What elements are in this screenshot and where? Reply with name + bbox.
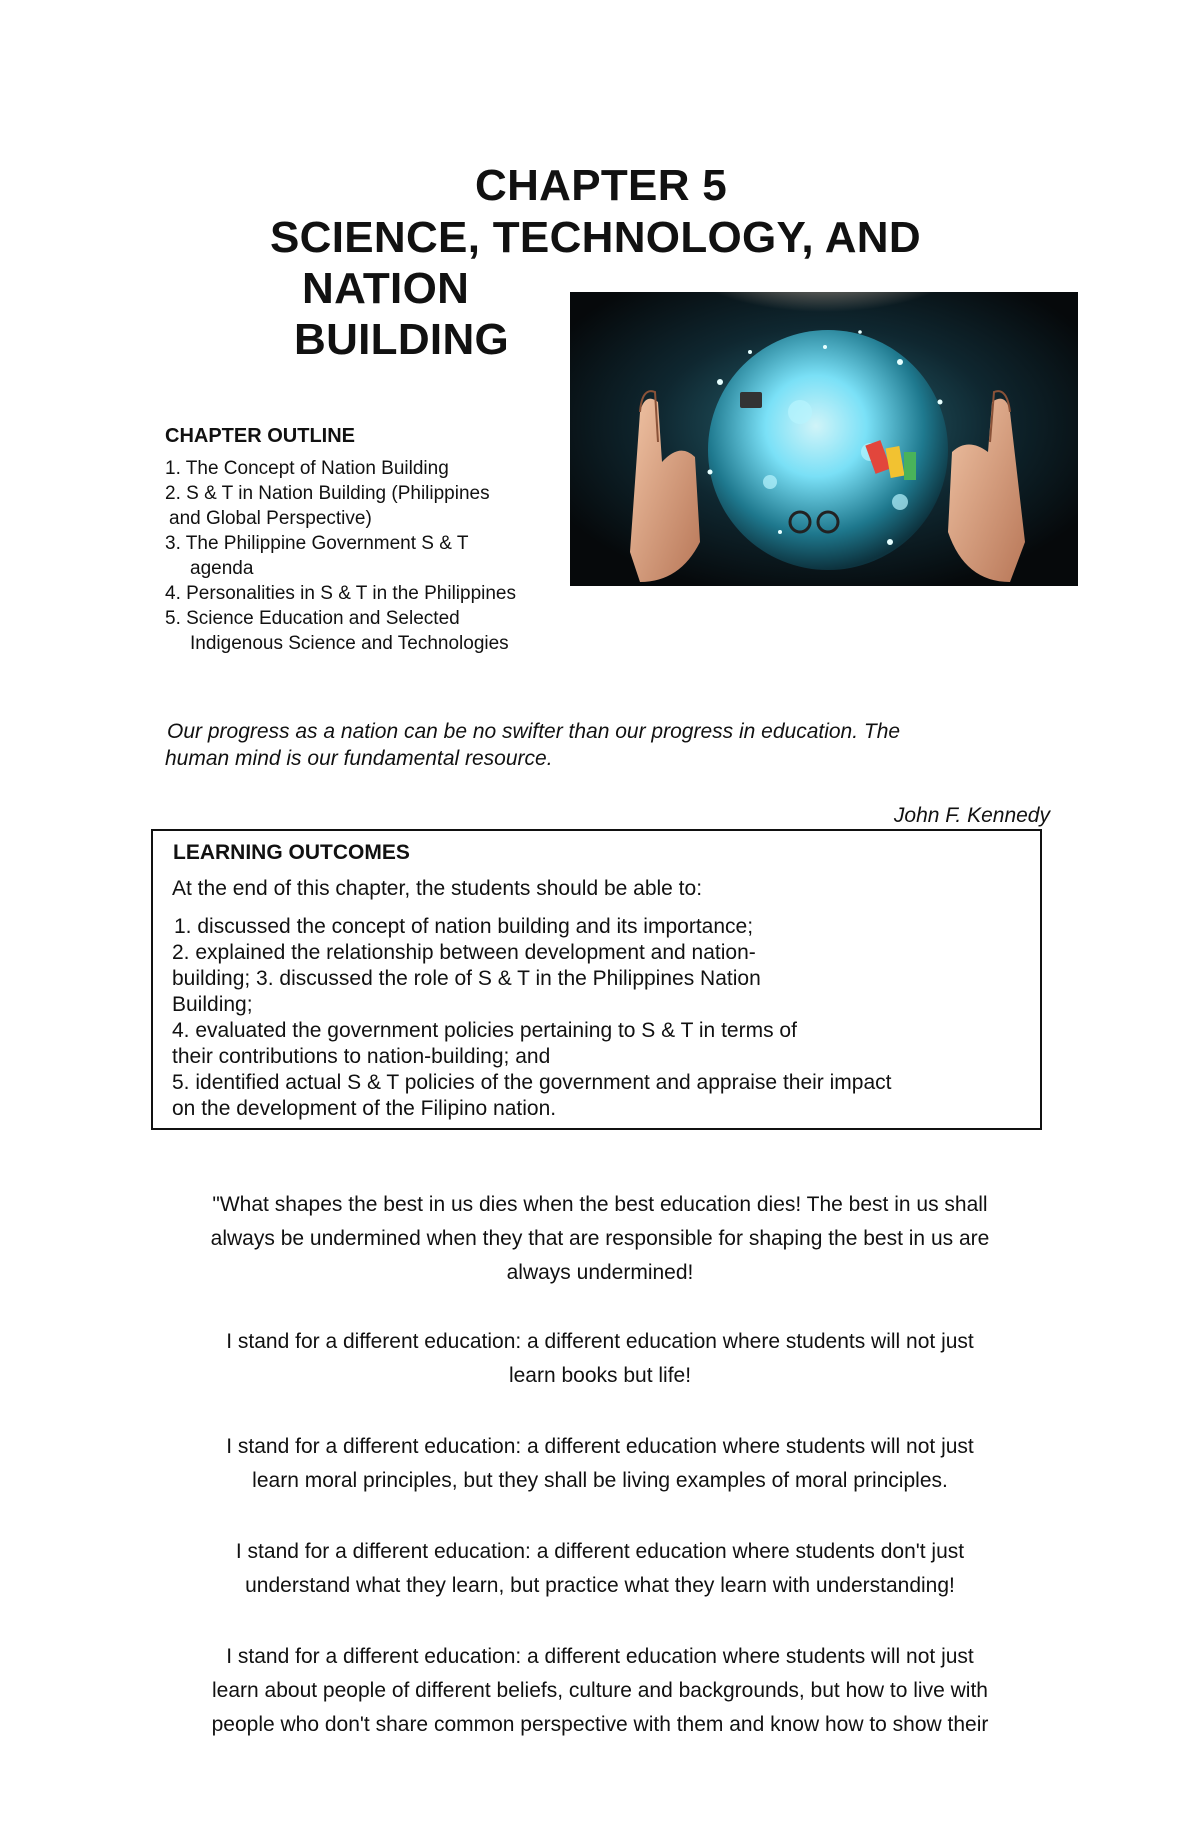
body-text-line: learn about people of different beliefs, culture and backgrounds, but how to live with bbox=[212, 1679, 988, 1702]
outline-item: 3. The Philippine Government S & T bbox=[165, 533, 469, 554]
outline-item: 5. Science Education and Selected bbox=[165, 608, 460, 629]
learning-outcome-item: 4. evaluated the government policies pertaining to S & T in terms of bbox=[172, 1019, 797, 1042]
learning-outcome-item: Building; bbox=[172, 993, 253, 1016]
outline-heading: CHAPTER OUTLINE bbox=[165, 425, 355, 447]
outline-item: agenda bbox=[190, 558, 254, 579]
quote-author: John F. Kennedy bbox=[893, 804, 1050, 827]
body-text-line: I stand for a different education: a different education where students don't just bbox=[235, 1540, 965, 1563]
chapter-number: CHAPTER 5 bbox=[475, 161, 728, 210]
body-text-line: "What shapes the best in us dies when the best education dies! The best in us shall bbox=[212, 1193, 988, 1216]
learning-outcomes-intro: At the end of this chapter, the students should be able to: bbox=[172, 877, 703, 900]
chapter-title-line-1: SCIENCE, TECHNOLOGY, AND bbox=[270, 213, 921, 262]
quote-text: human mind is our fundamental resource. bbox=[165, 747, 553, 770]
body-text-line: learn books but life! bbox=[508, 1364, 692, 1387]
chapter-title-line-3: BUILDING bbox=[294, 315, 510, 364]
outline-item: Indigenous Science and Technologies bbox=[190, 633, 509, 654]
body-text-line: understand what they learn, but practice what they learn with understanding! bbox=[245, 1574, 955, 1597]
learning-outcome-item: their contributions to nation-building; and bbox=[172, 1045, 551, 1068]
body-text-line: I stand for a different education: a different education where students will not just bbox=[226, 1330, 974, 1353]
learning-outcome-item: 1. discussed the concept of nation building and its importance; bbox=[174, 915, 754, 938]
globe-with-hands-image bbox=[570, 292, 1078, 586]
body-text-line: people who don't share common perspective with them and know how to show their bbox=[211, 1713, 989, 1736]
body-text-line: always be undermined when they that are responsible for shaping the best in us are bbox=[210, 1227, 990, 1250]
chapter-title-line-2: NATION bbox=[302, 264, 470, 313]
outline-item: 4. Personalities in S & T in the Philippines bbox=[165, 583, 516, 604]
body-text-line: learn moral principles, but they shall be living examples of moral principles. bbox=[252, 1469, 948, 1492]
learning-outcome-item: on the development of the Filipino nation. bbox=[172, 1097, 557, 1120]
learning-outcomes-heading: LEARNING OUTCOMES bbox=[173, 841, 410, 864]
outline-item: 1. The Concept of Nation Building bbox=[165, 458, 449, 479]
learning-outcome-item: building; 3. discussed the role of S & T in the Philippines Nation bbox=[172, 967, 761, 990]
learning-outcome-item: 5. identified actual S & T policies of the government and appraise their impact bbox=[172, 1071, 892, 1094]
body-text-line: I stand for a different education: a different education where students will not just bbox=[226, 1645, 974, 1668]
body-text-line: I stand for a different education: a different education where students will not just bbox=[226, 1435, 974, 1458]
body-text-line: always undermined! bbox=[506, 1261, 694, 1284]
learning-outcome-item: 2. explained the relationship between development and nation- bbox=[172, 941, 756, 964]
quote-text: Our progress as a nation can be no swifter than our progress in education. The bbox=[167, 720, 901, 743]
outline-item: and Global Perspective) bbox=[169, 508, 372, 529]
outline-item: 2. S & T in Nation Building (Philippines bbox=[165, 483, 490, 504]
